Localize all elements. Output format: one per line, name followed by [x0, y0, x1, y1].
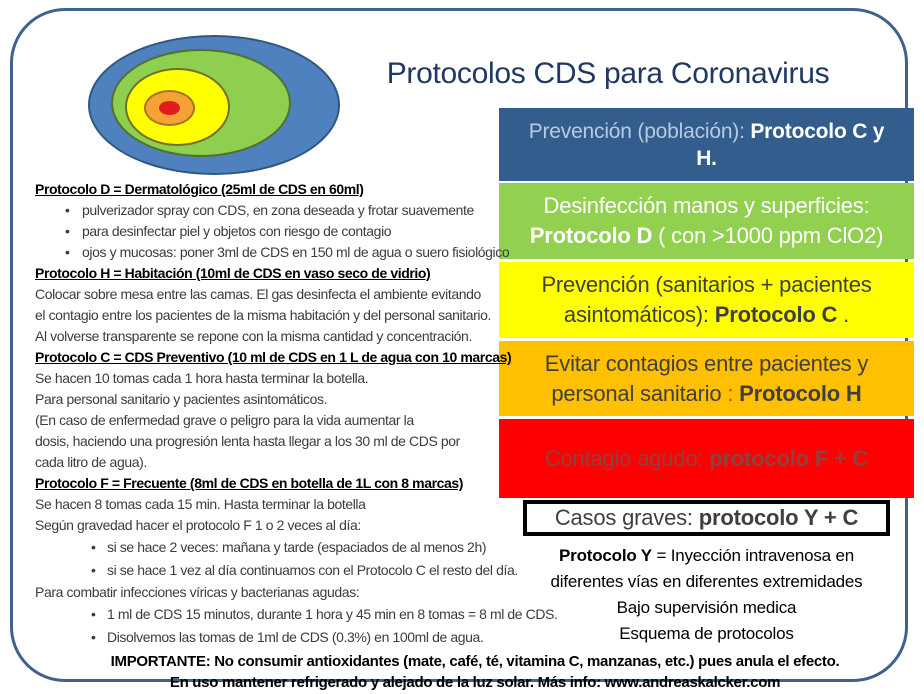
section-heading-protocol-f: Protocolo F = Frecuente (8ml de CDS en botella de 1L con 8 marcas) [35, 475, 464, 491]
poster-card [10, 8, 908, 691]
note-line [499, 543, 914, 569]
bullet-item: • pulverizador spray con CDS, en zona deseada y frotar suavemente [35, 200, 535, 221]
text-line: Para combatir infecciones víricas y bacterianas agudas: [35, 584, 360, 600]
poster-title: Protocolos CDS para Coronavirus [386, 57, 830, 90]
note-line: Bajo supervisión medica [616, 598, 797, 617]
text-line: el contagio entre los pacientes de la misma habitación y del personal sanitario. [35, 307, 491, 323]
protocol-descriptions-column [35, 179, 558, 649]
protocol-levels-column [499, 108, 914, 647]
section-heading-protocol-c: Protocolo C = CDS Preventivo (10 ml de CDS en 1 L de agua con 10 marcas) [35, 349, 512, 365]
level-protocol: Protocolo C [714, 302, 838, 327]
text-line: (En caso de enfermedad grave o peligro para la vida aumentar la [35, 412, 414, 428]
level-acute-contagion [499, 419, 914, 498]
text-line: dosis, haciendo una progresión lenta hasta llegar a los 30 ml de CDS por [35, 433, 460, 449]
level-label: Desinfección manos y superficies: [543, 193, 870, 218]
level-text [555, 505, 858, 531]
protocol-y-notes [499, 543, 914, 647]
text-line: Se hacen 8 tomas cada 15 min. Hasta terminar la botella [35, 496, 366, 512]
level-label: asintomáticos): [563, 302, 715, 327]
footer-warning [13, 651, 924, 693]
level-protocol: Protocolo C y [750, 119, 885, 143]
level-label: Evitar contagios entre pacientes y [544, 350, 869, 376]
level-colon: : [727, 380, 740, 406]
level-text [545, 446, 868, 472]
level-label: Casos graves: [554, 505, 699, 530]
note-line: diferentes vías en diferentes extremidades [550, 572, 863, 591]
bullet-item: • ojos y mucosas: poner 3ml de CDS en 150 ml de agua o suero fisiológico [35, 242, 535, 263]
text-line: Para personal sanitario y pacientes asintomáticos. [35, 391, 328, 407]
level-text [530, 191, 883, 251]
level-label: ( con >1000 ppm ClO2) [652, 223, 884, 248]
bullet-item: • para desinfectar piel y objetos con riesgo de contagio [35, 221, 535, 242]
level-disinfection [499, 183, 914, 259]
level-severe-cases [523, 500, 890, 536]
text-line: Colocar sobre mesa entre las camas. El gas desinfecta el ambiente evitando [35, 286, 481, 302]
note-protocol: Protocolo Y [559, 546, 652, 565]
sub-bullet-item: • si se hace 2 veces: mañana y tarde (espaciados de al menos 2h) [35, 536, 535, 559]
level-label: Prevención (sanitarios + pacientes [541, 272, 872, 297]
note-text: = Inyección intravenosa en [651, 546, 854, 565]
level-avoid-contagion [499, 341, 914, 416]
level-prevention-sanitary [499, 262, 914, 338]
text-line: Al volverse transparente se repone con la misma cantidad y concentración. [35, 328, 472, 344]
level-label: personal sanitario [551, 380, 728, 406]
text-line: Según gravedad hacer el protocolo F 1 o 2 veces al día: [35, 517, 361, 533]
section-heading-protocol-d: Protocolo D = Dermatológico (25ml de CDS en 60ml) [35, 181, 364, 197]
sub-bullet-item: • 1 ml de CDS 15 minutos, durante 1 hora y 45 min en 8 tomas = 8 ml de CDS. [35, 603, 535, 626]
level-protocol: Protocolo H [739, 380, 862, 406]
sub-bullet-item: • si se hace 1 vez al día continuamos con el Protocolo C el resto del día. [35, 559, 535, 582]
section-heading-protocol-h: Protocolo H = Habitación (10ml de CDS en vaso seco de vidrio) [35, 265, 431, 281]
footer-line: IMPORTANTE: No consumir antioxidantes (mate, café, té, vitamina C, manzanas, etc.) pues anula el efecto. [110, 653, 840, 670]
level-protocol: protocolo Y + C [698, 505, 859, 530]
level-label: . [837, 302, 850, 327]
text-line: cada litro de agua). [35, 454, 147, 470]
level-label: Contagio agudo: [544, 445, 710, 471]
ring-red-icon [159, 101, 180, 115]
footer-line: En uso mantener refrigerado y alejado de la luz solar. Más info: www.andreaskalcker.com [169, 674, 781, 691]
level-protocol: Protocolo D [529, 223, 653, 248]
sub-bullet-item: • Disolvemos las tomas de 1ml de CDS (0.3%) en 100ml de agua. [35, 626, 535, 649]
level-text [529, 118, 885, 172]
level-protocol: protocolo F + C [709, 445, 869, 471]
note-line: Esquema de protocolos [619, 624, 794, 643]
level-protocol: H. [696, 146, 717, 170]
text-line: Se hacen 10 tomas cada 1 hora hasta terminar la botella. [35, 370, 369, 386]
level-text [545, 349, 868, 409]
level-label: Prevención (población): [528, 119, 751, 143]
level-prevention-population [499, 108, 914, 181]
level-text [541, 270, 871, 330]
